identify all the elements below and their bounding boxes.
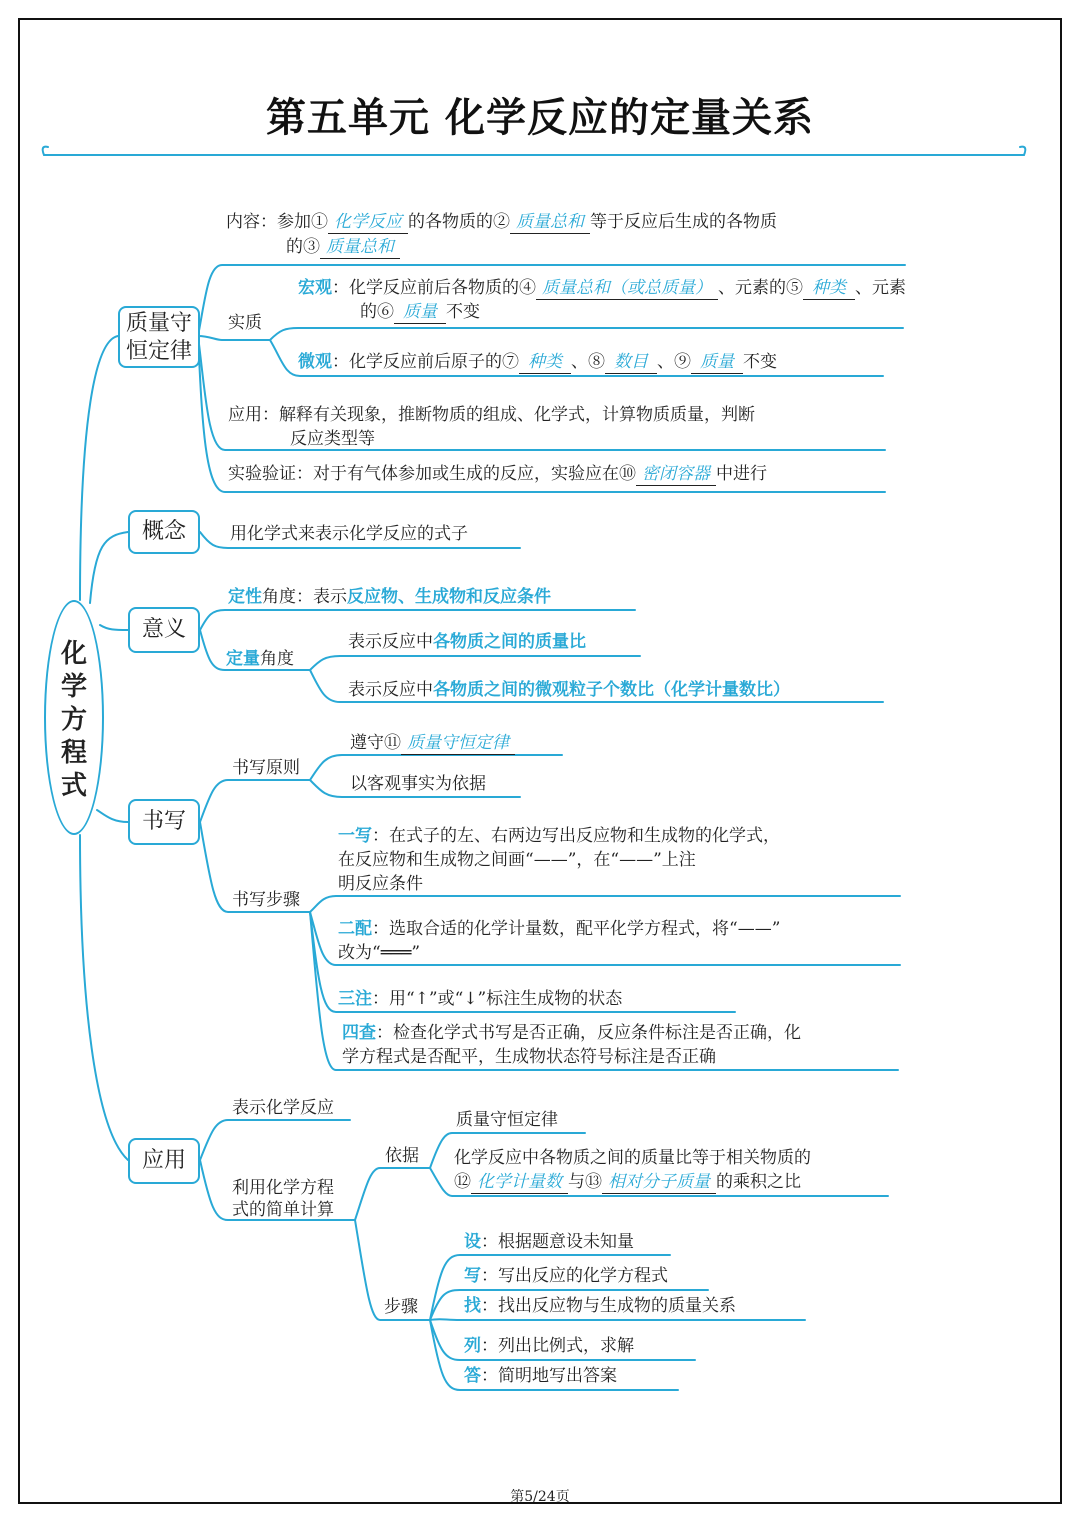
step-3-line: 三注：用“↑”或“↓”标注生成物的状态 [338,989,623,1009]
quantitative-label: 定量角度 [226,649,294,669]
calc-line-1: 利用化学方程 [232,1178,334,1198]
verify-line: 实验验证：对于有气体参加或生成的反应，实验应在⑩ 密闭容器 中进行 [228,464,767,484]
answer-1: 化学反应 [328,211,408,234]
answer-5: 种类 [803,277,855,300]
basis-2-line-2: ⑫ 化学计量数 与⑬ 相对分子质量 的乘积之比 [454,1172,801,1192]
basis-label: 依据 [385,1146,419,1166]
application-line-2: 反应类型等 [290,429,375,449]
step-4-line-2: 学方程式是否配平，生成物状态符号标注是否正确 [342,1047,716,1067]
micro-line: 微观：化学反应前后原子的⑦ 种类 、⑧ 数目 、⑨ 质量 不变 [298,352,777,372]
step-4-line-1: 四查：检查化学式书写是否正确，反应条件标注是否正确，化 [342,1023,801,1043]
macro-line-1: 宏观：化学反应前后各物质的④ 质量总和（或总质量） 、元素的⑤ 种类 、元素 [298,278,906,298]
quantitative-particle-ratio: 表示反应中各物质之间的微观粒子个数比（化学计量数比） [348,680,790,700]
answer-6: 质量 [394,301,446,324]
macro-line-2: 的⑥ 质量 不变 [360,302,480,322]
answer-2: 质量总和 [510,211,590,234]
represent-reaction: 表示化学反应 [232,1098,334,1118]
node-mass-conservation: 质量守恒定律 [118,306,200,368]
root-node-chemical-equation: 化 学 方 程 式 [44,600,104,835]
calc-step-3: 找：找出反应物与生成物的质量关系 [464,1296,736,1316]
node-meaning: 意义 [128,607,200,653]
principle-2: 以客观事实为依据 [350,774,486,794]
answer-4: 质量总和（或总质量） [536,277,718,300]
answer-9: 质量 [691,351,743,374]
calc-step-2: 写：写出反应的化学方程式 [464,1266,668,1286]
answer-3: 质量总和 [320,236,400,259]
basis-2-line-1: 化学反应中各物质之间的质量比等于相关物质的 [454,1148,811,1168]
node-concept: 概念 [128,510,200,554]
content-line-1: 内容：参加① 化学反应 的各物质的② 质量总和 等于反应后生成的各物质 [226,212,777,232]
page-number: 第5/24页 [510,1489,570,1505]
quantitative-mass-ratio: 表示反应中各物质之间的质量比 [348,632,586,652]
essence-label: 实质 [228,313,262,333]
answer-11: 质量守恒定律 [401,732,515,755]
basis-1: 质量守恒定律 [456,1110,558,1130]
principle-1: 遵守⑪ 质量守恒定律 [350,731,515,755]
step-1-line-3: 明反应条件 [338,874,423,894]
calc-step-1: 设：根据题意设未知量 [464,1232,634,1252]
calc-step-4: 列：列出比例式，求解 [464,1336,634,1356]
calc-steps-label: 步骤 [384,1297,418,1317]
answer-13: 相对分子质量 [602,1171,716,1194]
answer-10: 密闭容器 [636,463,716,486]
step-2-line-1: 二配：选取合适的化学计量数，配平化学方程式，将“——” [338,919,781,939]
answer-7: 种类 [519,351,571,374]
step-1-line-2: 在反应物和生成物之间画“——”，在“——”上注 [338,850,696,870]
step-2-line-2: 改为“═══” [338,943,421,963]
node-writing: 书写 [128,799,200,845]
content-line-2: 的③ 质量总和 [286,235,400,259]
step-1-line-1: 一写：在式子的左、右两边写出反应物和生成物的化学式， [338,826,780,846]
application-line-1: 应用：解释有关现象，推断物质的组成、化学式，计算物质质量，判断 [228,405,755,425]
steps-label: 书写步骤 [232,890,300,910]
node-application: 应用 [128,1138,200,1184]
principle-label: 书写原则 [232,758,300,778]
calc-line-2: 式的简单计算 [232,1200,334,1220]
calc-step-5: 答：简明地写出答案 [464,1366,617,1386]
answer-12: 化学计量数 [471,1171,568,1194]
qualitative-line: 定性角度：表示反应物、生成物和反应条件 [228,587,551,607]
concept-text: 用化学式来表示化学反应的式子 [230,524,468,544]
answer-8: 数目 [605,351,657,374]
page-title: 第五单元 化学反应的定量关系 [266,95,814,141]
